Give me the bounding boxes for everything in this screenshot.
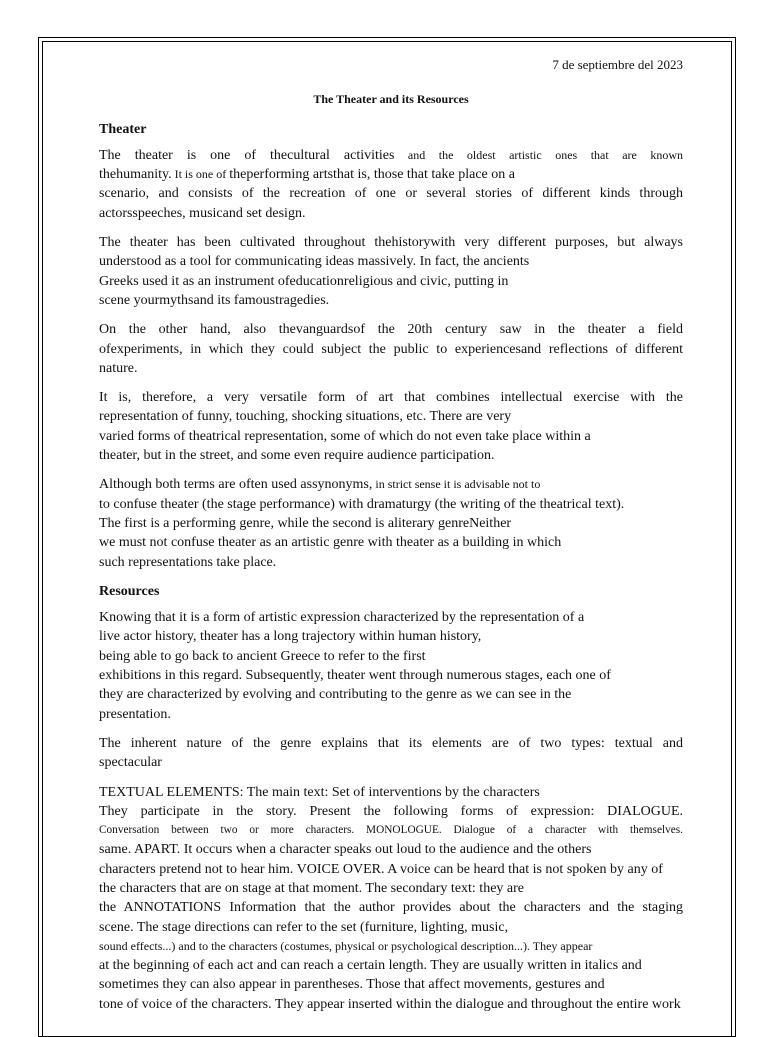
- paragraph: [99, 783, 683, 1015]
- section-theater: [99, 120, 683, 572]
- text-line: scene. The stage directions can refer to the set (furniture, lighting, music,: [99, 919, 509, 935]
- text-line: thehumanity. It is one of theperforming artsthat is, those that take place on a: [99, 167, 515, 183]
- text-line: we must not confuse theater as an artistic genre with theater as a building in which: [99, 535, 562, 551]
- page-frame: [38, 37, 736, 1037]
- text-line: The inherent nature of the genre explains that its elements are of two types: textual and: [99, 735, 683, 751]
- text-line: Greeks used it as an instrument ofeducationreligious and civic, putting in: [99, 273, 509, 289]
- text-line: presentation.: [99, 706, 171, 722]
- text-line: They participate in the story. Present the following forms of expression: DIALOGUE.: [99, 803, 683, 819]
- paragraph: [99, 734, 683, 773]
- text-line: Knowing that it is a form of artistic expression characterized by the representation of a: [99, 610, 585, 626]
- section-heading: Theater: [99, 121, 147, 137]
- document-title: The Theater and its Resources: [313, 92, 469, 107]
- text-line: actorsspeeches, musicand set design.: [99, 205, 306, 221]
- text-line: tone of voice of the characters. They appear inserted within the dialogue and throughout the entire work: [99, 996, 681, 1012]
- paragraph: [99, 146, 683, 223]
- text-line: being able to go back to ancient Greece to refer to the first: [99, 648, 426, 664]
- text-line: TEXTUAL ELEMENTS: The main text: Set of interventions by the characters: [99, 784, 540, 800]
- text-line: scenario, and consists of the recreation of one or several stories of different kinds through: [99, 186, 683, 202]
- section-heading: Resources: [99, 583, 160, 599]
- text-line: On the other hand, also thevanguardsof the 20th century saw in the theater a field: [99, 322, 683, 338]
- text-line: The theater is one of thecultural activities and the oldest artistic ones that are known: [99, 147, 684, 163]
- text-line: to confuse theater (the stage performance) with dramaturgy (the writing of the theatrical text).: [99, 496, 625, 512]
- text-line: characters pretend not to hear him. VOICE OVER. A voice can be heard that is not spoken by any of: [99, 861, 663, 877]
- text-line: live actor history, theater has a long trajectory within human history,: [99, 629, 482, 645]
- text-line: the ANNOTATIONS Information that the author provides about the characters and the staging: [99, 900, 683, 916]
- text-line: nature.: [99, 360, 138, 376]
- text-line: understood as a tool for communicating ideas massively. In fact, the ancients: [99, 254, 530, 270]
- paragraph: [99, 388, 683, 465]
- text-line: sound effects...) and to the characters (costumes, physical or psychological description...). They appear: [99, 938, 593, 953]
- text-line: at the beginning of each act and can reach a certain length. They are usually written in italics and: [99, 958, 642, 974]
- text-line: the characters that are on stage at that moment. The secondary text: they are: [99, 880, 525, 896]
- paragraph: [99, 320, 683, 378]
- text-line: Although both terms are often used assynonyms, in strict sense it is advisable not to: [99, 477, 541, 493]
- text-line: ofexperiments, in which they could subject the public to experiencesand reflections of different: [99, 341, 683, 357]
- text-line: exhibitions in this regard. Subsequently, theater went through numerous stages, each one of: [99, 668, 611, 684]
- text-line: spectacular: [99, 755, 162, 771]
- paragraph: [99, 608, 683, 724]
- text-line: Conversation between two or more characters. MONOLOGUE. Dialogue of a character with themselves.: [99, 824, 683, 837]
- text-line: The first is a performing genre, while the second is aliterary genreNeither: [99, 515, 512, 531]
- text-line: they are characterized by evolving and contributing to the genre as we can see in the: [99, 687, 572, 703]
- text-line: such representations take place.: [99, 554, 277, 570]
- text-line: varied forms of theatrical representation, some of which do not even take place within a: [99, 428, 591, 444]
- paragraph: [99, 233, 683, 310]
- text-line: representation of funny, touching, shocking situations, etc. There are very: [99, 409, 512, 425]
- text-line: theater, but in the street, and some even require audience participation.: [99, 448, 495, 464]
- paragraph: [99, 475, 683, 571]
- text-line: It is, therefore, a very versatile form of art that combines intellectual exercise with the: [99, 390, 683, 406]
- section-resources: [99, 582, 683, 1014]
- document-body: [99, 55, 683, 1024]
- text-line: sometimes they can also appear in parentheses. Those that affect movements, gestures and: [99, 977, 605, 993]
- text-line: scene yourmythsand its famoustragedies.: [99, 292, 330, 308]
- page-inner-border: [42, 41, 732, 1036]
- document-date: 7 de septiembre del 2023: [552, 57, 683, 72]
- text-line: The theater has been cultivated throughout thehistorywith very different purposes, but always: [99, 235, 683, 251]
- text-line: same. APART. It occurs when a character speaks out loud to the audience and the others: [99, 842, 592, 858]
